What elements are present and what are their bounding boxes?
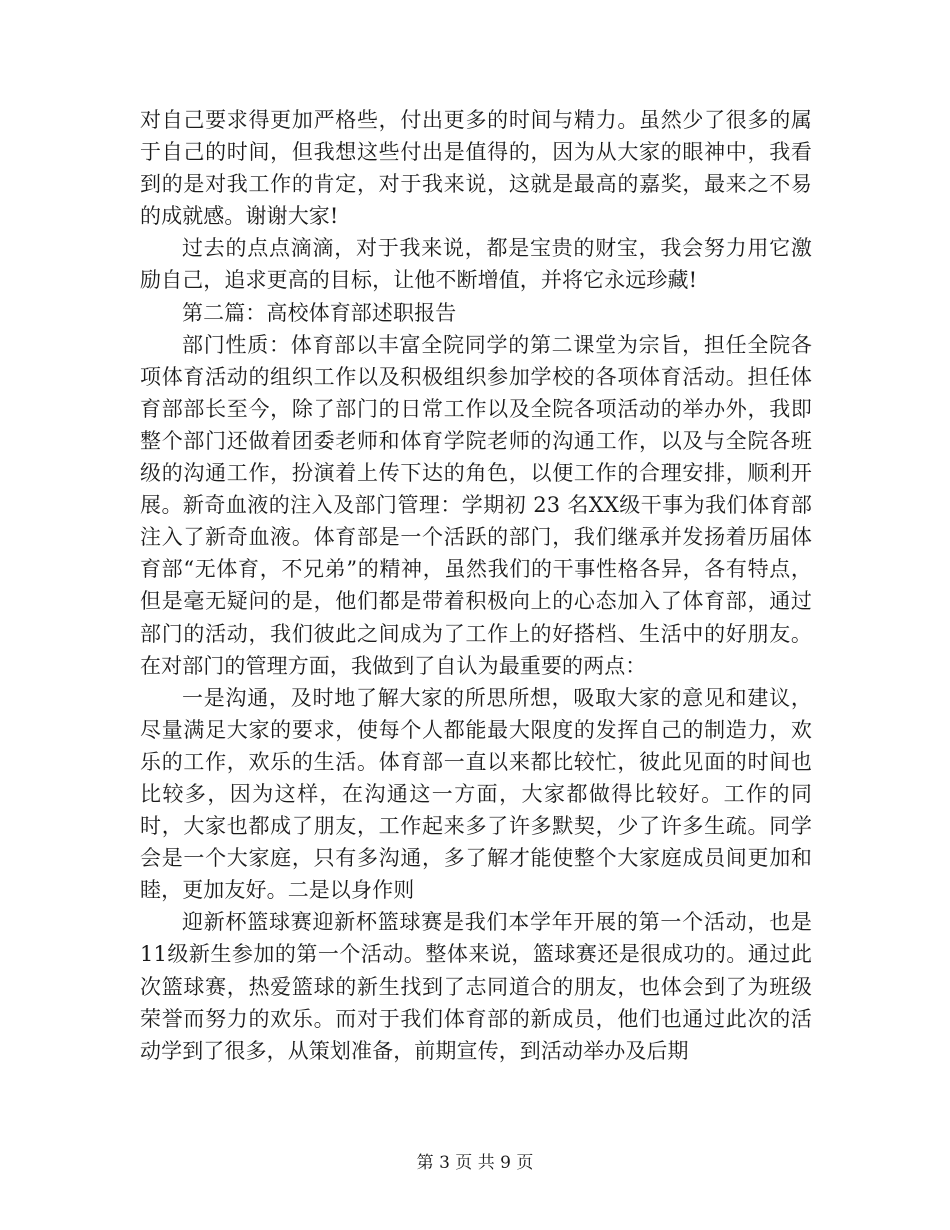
paragraph-2: 过去的点点滴滴，对于我来说，都是宝贵的财宝，我会努力用它激励自己，追求更高的目标，让他不断增值，并将它永远珍藏! [140,236,812,293]
paragraph-basketball: 迎新杯篮球赛迎新杯篮球赛是我们本学年开展的第一个活动，也是11级新生参加的第一个活动。整体来说，篮球赛还是很成功的。通过此次篮球赛，热爱篮球的新生找到了志同道合的朋友，也体会到了为班级荣誉而努力的欢乐。而对于我们体育部的新成员，他们也通过此次的活动学到了很多，从策划准备，前期宣传，到活动举办及后期 [140,910,812,1063]
paragraph-department-nature: 部门性质：体育部以丰富全院同学的第二课堂为宗旨，担任全院各项体育活动的组织工作以及积极组织参加学校的各项体育活动。担任体育部部长至今，除了部门的日常工作以及全院各项活动的举办外，我即整个部门还做着团委老师和体育学院老师的沟通工作，以及与全院各班级的沟通工作，扮演着上传下达的角色，以便工作的合理安排，顺利开展。新奇血液的注入及部门管理：学期初 23 名XX级干事为我们体育部注入了新奇血液。体育部是一个活跃的部门，我们继承并发扬着历届体育部“无体育，不兄弟”的精神，虽然我们的干事性格各异，各有特点，但是毫无疑问的是，他们都是带着积极向上的心态加入了体育部，通过部门的活动，我们彼此之间成为了工作上的好搭档、生活中的好朋友。在对部门的管理方面，我做到了自认为最重要的两点： [140,332,812,678]
document-body [140,104,812,1067]
page-number-footer: 第 3 页 共 9 页 [416,1153,534,1173]
paragraph-1: 对自己要求得更加严格些，付出更多的时间与精力。虽然少了很多的属于自己的时间，但我想这些付出是值得的，因为从大家的眼神中，我看到的是对我工作的肯定，对于我来说，这就是最高的嘉奖，最来之不易的成就感。谢谢大家! [140,108,812,229]
section-heading: 第二篇：高校体育部述职报告 [182,300,457,325]
paragraph-communication: 一是沟通，及时地了解大家的所思所想，吸取大家的意见和建议，尽量满足大家的要求，使每个人都能最大限度的发挥自己的制造力，欢乐的工作，欢乐的生活。体育部一直以来都比较忙，彼此见面的时间也比较多，因为这样，在沟通这一方面，大家都做得比较好。工作的同时，大家也都成了朋友，工作起来多了许多默契，少了许多生疏。同学会是一个大家庭，只有多沟通，多了解才能使整个大家庭成员间更加和睦，更加友好。二是以身作则 [140,685,812,903]
